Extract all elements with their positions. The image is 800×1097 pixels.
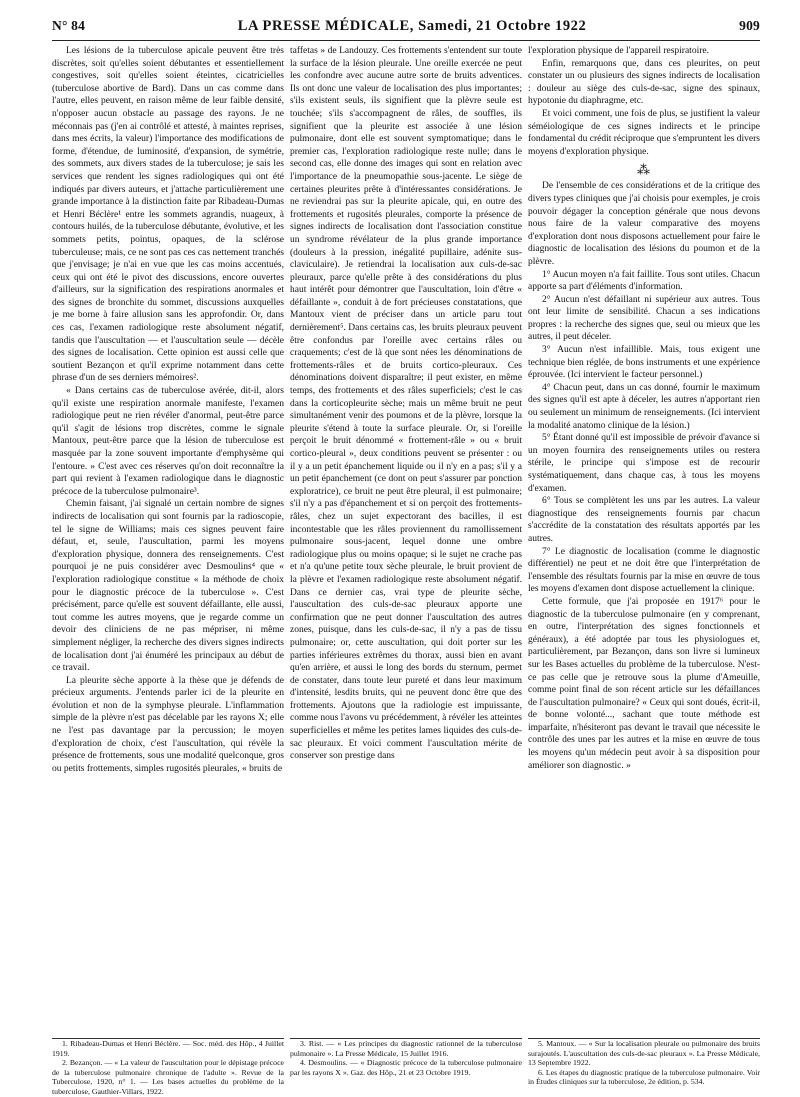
paragraph: Enfin, remarquons que, dans ces pleurites, on peut constater un ou plusieurs des signes indirects de localisation : douleur au siège des culs-de-sac, signe des spinaux, hypotonie du diaphragme, etc. xyxy=(528,58,760,107)
footnotes-column-3 xyxy=(528,1038,760,1097)
article-body xyxy=(52,45,760,1029)
footnotes-column-1 xyxy=(52,1038,284,1097)
paragraph: 4° Chacun peut, dans un cas donné, fournir le maximum des signes qu'il est apte à déceler, les autres n'apportant rien ou seulement un minimum de renseignements. (Ici intervient la modalité anatomo clinique de la lésion.) xyxy=(528,382,760,431)
section-separator-asterism: ⁂ xyxy=(637,162,651,178)
footnotes-column-2 xyxy=(290,1038,522,1097)
paragraph: Les lésions de la tuberculose apicale peuvent être très discrètes, soit qu'elles soient débutantes et essentiellement congestives, soit qu'elles soient éteintes, cicatricielles (tuberculose abortive de Bard). Dans un cas comme dans l'autre, elles peuvent, en raison même de leur faible densité, n'opposer aucun obstacle au passage des rayons. Je ne méconnais pas (j'en ai contrôlé et attesté, à maintes reprises, dans mes écrits, la valeur) l'importance des modifications de forme, d'étendue, de luminosité, d'expansion, de symétrie, des sommets, aux divers stades de la tuberculose; je sais les services que rendent les signes radiologiques qui ont été indiqués par divers auteurs, et j'attache particulièrement une grande importance à la distinction faite par Ribadeau-Dumas et Henri Béclère¹ entre les sommets agrandis, nuageux, à contours huilés, de la tuberculose débutante, évolutive, et les sommets petits, pointus, opaques, de la sclérose tuberculeuse; mais, ce ne sont pas ces cas nettement tranchés que j'envisage; je n'ai en vue que les cas moins accentués, ceux qui ont été le pivot des discussions, encore ouvertes d'ailleurs, sur la signification des respirations anormales et des signes de bronchite du sommet, discussions auxquelles je me borne à faire allusion sans les approfondir. Or, dans ces cas, l'examen radiologique reste absolument négatif, tandis que l'auscultation — et l'auscultation seule — décèle des signes de localisation. Cette opinion est aussi celle que soutient Bezançon et qu'il exprime notamment dans cette phrase d'un de ses derniers mémoires². xyxy=(52,46,284,384)
paragraph: 3° Aucun n'est infaillible. Mais, tous exigent une technique bien réglée, de bons instruments et une expérience éprouvée. (Ici intervient le facteur personnel.) xyxy=(528,345,760,381)
footnote: 2. Bezançon. — « La valeur de l'auscultation pour le dépistage précoce de la tuberculose pulmonaire chronique de l'adulte ». Revue de la Tuberculose, 1920, n° 1. — Les bases actuelles du problème de la tuberculose, Gauthier-Villars, 1922. xyxy=(52,1058,284,1096)
paragraph: 6° Tous se complètent les uns par les autres. La valeur diagnostique des renseignements fournis par chacun s'accrédite de la constatation des résultats apportés par les autres. xyxy=(528,496,760,544)
paragraph: Chemin faisant, j'ai signalé un certain nombre de signes indirects de localisation qui sont fournis par la radioscopie, tel le signe de Williams; mais ces signes peuvent faire défaut, et, seule, l'auscultation, parmi les moyens d'exploration physique, donnera des renseignements. C'est pourquoi je ne puis considérer avec Desmoulins⁴ que « l'exploration radiologique constitue « la méthode de choix pour le diagnostic précoce de la tuberculose ». C'est précisément, parce qu'elle est souvent défaillante, elle aussi, tout comme les autres moyens, que je regarde comme un devoir des cliniciens de ne pas mépriser, ni même simplement négliger, la recherche des divers signes indirects de localisation dont j'ai énuméré les principaux au début de ce travail. xyxy=(52,499,284,674)
paragraph: De l'ensemble de ces considérations et de la critique des divers types cliniques que j'ai choisis pour exemples, je crois pouvoir dégager la conception générale que nous devons nous faire de la valeur comparative des moyens d'exploration dont nous disposons actuellement pour faire le diagnostic de localisation des lésions du poumon et de la plèvre. xyxy=(528,181,760,267)
paragraph: 5° Étant donné qu'il est impossible de prévoir d'avance si un moyen fournira des renseignements utiles ou restera stérile, le principe qui s'impose est de recourir systématiquement, dans chaque cas, à tous les moyens d'examen. xyxy=(528,433,760,494)
paragraph: 2° Aucun n'est défaillant ni supérieur aux autres. Tous ont leur limite de sensibilité. Chacun a ses indications propres : la recherche des signes que, seul ou mieux que les autres, il peut déceler. xyxy=(528,294,760,343)
text-column-1 xyxy=(52,45,284,1029)
text-column-3 xyxy=(528,45,760,1029)
issue-number: N° 84 xyxy=(52,18,86,33)
footnotes xyxy=(52,1038,760,1097)
journal-title: LA PRESSE MÉDICALE, Samedi, 21 Octobre 1922 xyxy=(237,18,587,34)
header-rule xyxy=(52,40,760,41)
paragraph: La pleurite sèche apporte à la thèse que je défends de précieux arguments. J'entends parler ici de la pleurite en évolution et non de la symphyse pleurale. L'inflammation simple de la plèvre n'est pas décelable par les rayons X; elle ne l'est pas davantage par la percussion; le moyen d'exploration de choix, c'est l'auscultation, qui révèle la présence de frottements, sous une modalité quelconque, gros ou petits frottements, simples rugosités pleurales, « bruits de xyxy=(52,675,284,774)
paragraph: « Dans certains cas de tuberculose avérée, dit-il, alors qu'il existe une respiration anormale manifeste, l'examen radiologique peut ne rien révéler d'anormal, peut-être parce qu'il s'agit de lésions trop discrètes, comme le signale Mantoux, peut-être parce que la lésion de tuberculose est masquée par la zone souvent importante d'emphysème qui l'entoure. » C'est avec ces réserves qu'on doit reconnaître la part qui revient à l'examen radiologique dans le diagnostic précoce de la tuberculose pulmonaire³. xyxy=(52,386,284,497)
paragraph: taffetas » de Landouzy. Ces frottements s'entendent sur toute la surface de la lésion pleurale. Une oreille exercée ne peut les confondre avec aucune autre sorte de bruits adventices. Ils ont donc une valeur de localisation des plus importantes; s'ils existent seuls, ils signifient que la plèvre seule est touchée; s'ils s'accompagnent de râles, de souffles, ils signifient que la pleurite est associée à une lésion pulmonaire, dont elle est souvent symptomatique; dans le premier cas, l'exploration radiologique reste nulle; dans le second cas, elle donne des images qui sont en relation avec l'importance de la pneumopathie sous-jacente. Le siège de certaines pleurites prête à d'intéressantes considérations. Je ne reviendrai pas sur la pleurite apicale, qui, en outre des frottements et rugosités pleurales, comporte la présence de signes indirects de localisation dont l'association constitue un syndrome révélateur de la plus grande importance (douleurs à la pression, inégalité pupillaire, adénite sus-claviculaire). Je retiendrai la localisation aux culs-de-sac pleuraux, parce qu'elle prête à des considérations du plus haut intérêt pour démontrer que l'auscultation, loin d'être « défaillante », conduit à de fort précieuses constatations, que Mantoux vient de préciser dans un article paru tout dernièrement⁵. Dans certains cas, les bruits pleuraux peuvent être confondus par l'oreille avec certains râles ou craquements; c'est de là que sont nées les dénominations de frottements-râles et de bruits cortico-pleuraux. Ces dénominations doivent disparaître; il peut exister, en même temps, des frottements et des râles superficiels; c'est le cas dans la corticopleurite sèche; mais un même bruit ne peut simultanément venir des poumons et de la plèvre, lorsque la pleurite s'étend à toute la surface pleurale. Or, si l'oreille perçoit le bruit dénommé « frottement-râle » ou « bruit cortico-pleural », deux conditions peuvent se présenter : ou il y a un petit épanchement liquide ou il n'y en a pas; s'il y a un petit épanchement (ce dont on peut s'assurer par ponction exploratrice), ce bruit ne peut être pleural, il est pulmonaire; s'il n'y a pas d'épanchement et si on perçoit des frottements-râles, chez un sujet expectorant des bacilles, il est incontestable que les râles proviennent du ramollissement pulmonaire sous-jacent, lequel donne une ombre radiologique plus ou moins opaque; si le sujet ne crache pas et n'a qu'une petite toux sèche pleurale, le bruit provient de la plèvre et l'examen radiologique reste absolument négatif. Dans ce dernier cas, vrai type de pleurite sèche, l'auscultation des culs-de-sac pleuraux apporte une confirmation que ne peut donner l'auscultation des autres zones, puisque, dans les culs-de-sac, il n'y a pas de tissu pulmonaire; or, cette auscultation, qui doit porter sur les parties inférieures extrêmes du thorax, aussi bien en avant qu'en arrière, et aussi le long des bords du sternum, permet de constater, dans toute leur pureté et dans leur maximum d'intensité, lesdits bruits, qui ne peuvent donc être que des frottements. Ajoutons que la radiologie est impuissante, comme nous l'avons vu précédemment, à révéler les atteintes superficielles et même les petites lames liquides des culs-de-sac pleuraux. Et voici comment l'auscultation mérite de conserver son prestige dans xyxy=(290,46,522,762)
page-header xyxy=(52,18,760,40)
paragraph: 1° Aucun moyen n'a fait faillite. Tous sont utiles. Chacun apporte sa part d'éléments d'information. xyxy=(528,269,760,293)
paragraph: Cette formule, que j'ai proposée en 1917⁶ pour le diagnostic de la tuberculose pulmonaire (en y comprenant, en outre, l'interprétation des signes fonctionnels et généraux), a été adoptée par tous les physiologues et, particulièrement, par Bezançon, dans son livre si lumineux sur les Bases actuelles du problème de la tuberculose. N'est-ce pas celle que je retrouve sous la plume d'Ameuille, comme point final de son récent article sur les défaillances de l'auscultation pulmonaire? « Ceux qui sont doués, écrit-il, de bonne volonté..., sachant que toute méthode est imparfaite, n'hésiteront pas devant le travail que nécessite le contrôle des unes par les autres et la mise en œuvre de tous les moyens qu'un médecin peut avoir à sa disposition pour améliorer son diagnostic. » xyxy=(528,596,760,771)
paragraph: 7° Le diagnostic de localisation (comme le diagnostic différentiel) ne peut et ne doit être que l'interprétation de l'ensemble des résultats fournis par la mise en œuvre de tous les moyens d'examen dont dispose actuellement la clinique. xyxy=(528,546,760,595)
paragraph: l'exploration physique de l'appareil respiratoire. xyxy=(528,46,709,56)
text-column-2 xyxy=(290,45,522,1029)
paragraph: Et voici comment, une fois de plus, se justifient la valeur séméiologique de ces signes indirects et le principe fondamental du crédit réciproque que s'empruntent les divers moyens d'exploration physique. xyxy=(528,108,760,157)
footnote: 5. Mantoux. — « Sur la localisation pleurale ou pulmonaire des bruits surajoutés. L'auscultation des culs-de-sac pleuraux ». La Presse Médicale, 13 Septembre 1922. xyxy=(528,1039,760,1068)
footnote: 1. Ribadeau-Dumas et Henri Béclère. — Soc. méd. des Hôp., 4 Juillet 1919. xyxy=(52,1039,284,1058)
footnote: 6. Les étapes du diagnostic pratique de la tuberculose pulmonaire. Voir in Études cliniques sur la tuberculose, 2e édition, p. 534. xyxy=(528,1067,760,1087)
page-number: 909 xyxy=(739,18,760,33)
footnote: 3. Rist. — « Les principes du diagnostic rationnel de la tuberculose pulmonaire ». La Presse Médicale, 15 Juillet 1916. xyxy=(290,1039,522,1058)
footnote: 4. Desmoulins. — « Diagnostic précoce de la tuberculose pulmonaire par les rayons X ». Gaz. des Hôp., 21 et 23 Octobre 1919. xyxy=(290,1058,522,1077)
